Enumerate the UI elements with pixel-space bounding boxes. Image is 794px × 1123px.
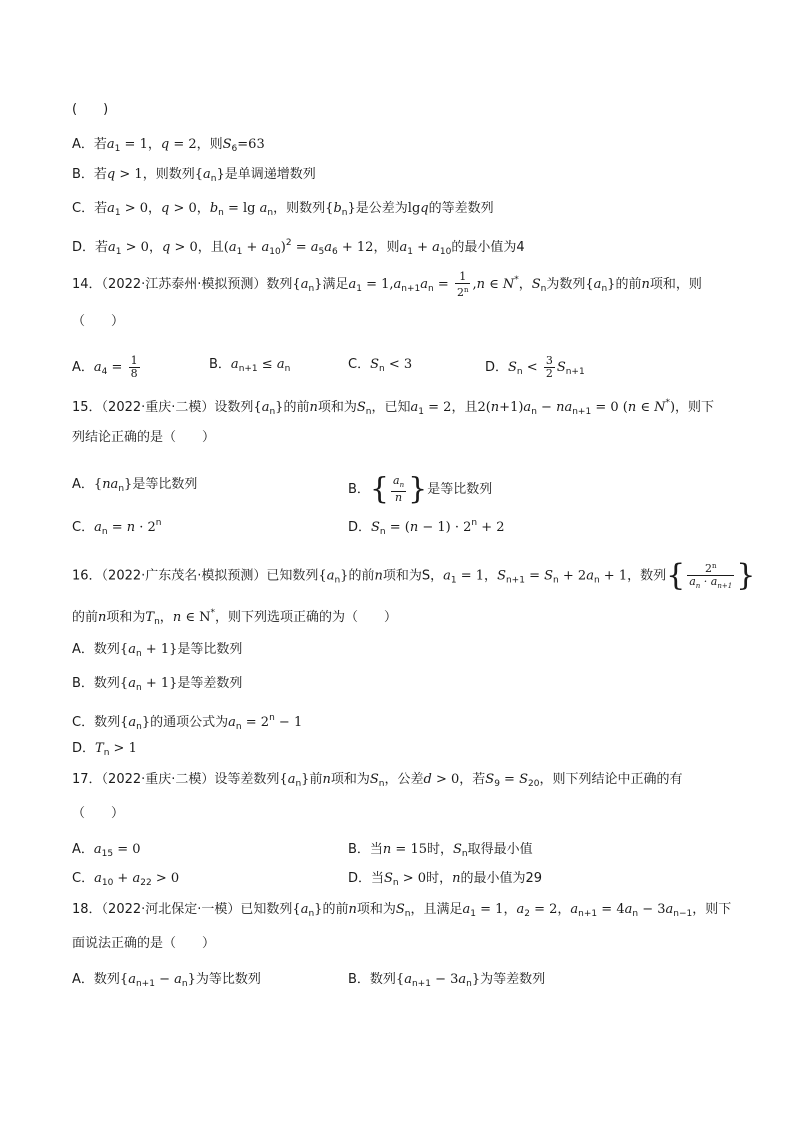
- q16-option-a: A．数列$\{a_n + 1\}$是等比数列: [72, 642, 243, 659]
- q17-option-d: D．当$S_n > 0$时，n的最小值为29: [348, 871, 543, 888]
- q15-stem: 15．（2022·重庆·二模）设数列$\{a_n\}$的前n项和为$S_n$，已知$a_1 = 2$，且$2(n+1)a_n - na_{n+1} = 0$ (n ∈ N*)，则下: [72, 398, 715, 417]
- q18-stem-line2: 面说法正确的是（ ）: [72, 936, 216, 951]
- document-page: [72, 0, 756, 1123]
- q14-paren: （ ）: [72, 314, 125, 329]
- q17-stem: 17．（2022·重庆·二模）设等差数列$\{a_n\}$前n项和为$S_n$，公差d > 0，若$S_9 = S_{20}$，则下列结论中正确的有: [72, 772, 683, 789]
- q17-option-b: B．当n = 15时，$S_n$取得最小值: [348, 842, 533, 859]
- q17-option-c: C．$a_{10} + a_{22} > 0$: [72, 871, 180, 888]
- q17-paren: （ ）: [72, 806, 125, 821]
- q14-option-b: B．$a_{n+1} \le a_n$: [209, 357, 291, 374]
- q13-option-c: C．若$a_1 > 0$，q > 0，$b_n = \lg a_n$，则数列$\{b_n\}$是公差为lgq的等差数列: [72, 201, 494, 218]
- q17-option-a: A．$a_{15} = 0$: [72, 842, 141, 859]
- q13-paren: ( ): [72, 102, 109, 117]
- q14-option-c: C．$S_n < 3$: [348, 357, 413, 374]
- q14-option-a: A．$a_4$ = $\frac{1}{8}$: [72, 354, 138, 380]
- q16-option-b: B．数列$\{a_n + 1\}$是等差数列: [72, 676, 243, 693]
- q14-stem: 14．（2022·江苏泰州·模拟预测）数列$\{a_n\}$满足$a_1 = 1,a_{n+1}a_n$ = $\frac{1}{2^n}$ ,n ∈ N*，$S_n$为数列$\{a_n\}$的前n项和，则: [72, 269, 702, 299]
- q16-stem-line2: 的前n项和为$T_n$，n ∈ N*，则下列选项正确的为（ ）: [72, 608, 397, 627]
- q18-option-b: B．数列$\{a_{n+1} - 3a_n\}$为等差数列: [348, 972, 546, 989]
- q15-option-a: A．$\{na_n\}$是等比数列: [72, 477, 198, 494]
- q15-stem-line2: 列结论正确的是（ ）: [72, 430, 216, 445]
- q16-stem: 16．（2022·广东茂名·模拟预测）已知数列$\{a_n\}$的前n项和为S，$a_1 = 1$，$S_{n+1} = S_n + 2a_n + 1$，数列{ $\frac{2^n}{a_n \cdot a_{n+1}}$ }: [72, 558, 756, 593]
- q13-option-b: B．若q > 1，则数列$\{a_n\}$是单调递增数列: [72, 167, 316, 184]
- q15-option-d: D．$S_n = (n - 1) \cdot 2^n + 2$: [348, 518, 505, 537]
- q15-option-b: B．{ $\frac{a_n}{n}$ }是等比数列: [348, 471, 493, 507]
- q13-option-d: D．若$a_1 > 0$，q > 0，且$(a_1 + a_{10})^2 = a_5a_6 + 12$，则$a_1 + a_{10}$的最小值为4: [72, 238, 525, 257]
- q15-option-c: C．$a_n = n \cdot 2^n$: [72, 518, 162, 537]
- q18-stem: 18．（2022·河北保定·一模）已知数列$\{a_n\}$的前n项和为$S_n$，且满足$a_1 = 1$，$a_2 = 2$，$a_{n+1} = 4a_n - 3a_{n-1}$，则下: [72, 902, 732, 919]
- q13-option-a: A．若$a_1 = 1$，q = 2，则$S_6=63$: [72, 137, 265, 154]
- q14-option-d: D．$S_n$ < $\frac{3}{2}$ $S_{n+1}$: [485, 354, 585, 380]
- q18-option-a: A．数列$\{a_{n+1} - a_n\}$为等比数列: [72, 972, 261, 989]
- q16-option-c: C．数列$\{a_n\}$的通项公式为$a_n = 2^n - 1$: [72, 713, 303, 732]
- q16-option-d: D．$T_n > 1$: [72, 741, 137, 758]
